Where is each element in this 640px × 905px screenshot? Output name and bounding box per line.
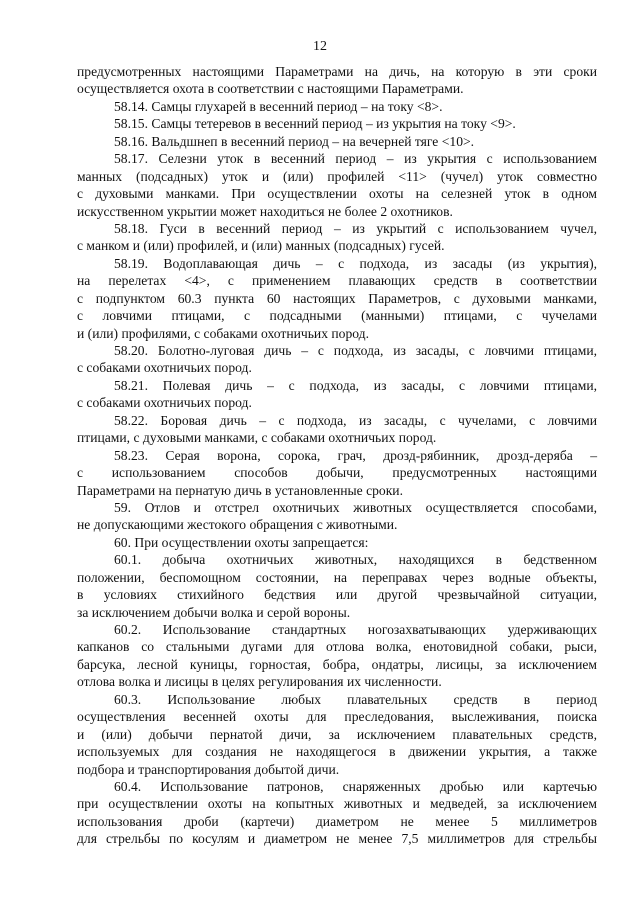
text-line: и (или) добычи пернатой дичи, за исключением плавательных средств, bbox=[77, 726, 597, 742]
text-line: с духовыми манками. При осуществлении охоты на селезней уток в одном bbox=[77, 186, 597, 202]
text-line: 60. При осуществлении охоты запрещается: bbox=[114, 534, 369, 550]
text-line: 58.20. Болотно-луговая дичь – с подхода, из засады, с ловчими птицами, bbox=[114, 343, 597, 358]
text-line: за исключением добычи волка и серой вороны. bbox=[77, 604, 351, 620]
text-line: с ловчими птицами, с подсадными (манными) птицами, с чучелами bbox=[77, 308, 597, 324]
text-line: в условиях стихийного бедствия или другой чрезвычайной ситуации, bbox=[77, 587, 597, 603]
text-line: и (или) профилями, с собаками охотничьих пород. bbox=[77, 325, 369, 341]
text-line: 58.22. Боровая дичь – с подхода, из засады, с чучелами, с ловчими bbox=[114, 412, 597, 428]
text-line: подбора и транспортирования добытой дичи. bbox=[77, 761, 340, 777]
text-line: осуществляется охота в соответствии с настоящими Параметрами. bbox=[77, 81, 464, 97]
text-line: искусственном укрытии может находиться не более 2 охотников. bbox=[77, 203, 453, 219]
text-line: 58.21. Полевая дичь – с подхода, из засады, с ловчими птицами, bbox=[114, 377, 597, 393]
text-line: 58.16. Вальдшнеп в весенний период – на вечерней тяге <10>. bbox=[114, 133, 475, 149]
text-line: на перелетах <4>, с применением плавающих средств в соответствии bbox=[77, 273, 597, 289]
text-line: 58.18. Гуси в весенний период – из укрытий с использованием чучел, bbox=[114, 220, 597, 236]
text-line: не допускающими жестокого обращения с животными. bbox=[77, 517, 398, 533]
text-line: 58.14. Самцы глухарей в весенний период – на току <8>. bbox=[114, 98, 443, 114]
text-line: 60.3. Использование любых плавательных средств в период bbox=[114, 691, 597, 707]
text-line: при осуществлении охоты на копытных животных и медведей, за исключением bbox=[77, 796, 597, 812]
text-line: для стрельбы по косулям и диаметром не менее 7,5 миллиметров для стрельбы bbox=[77, 831, 597, 847]
text-line: 58.23. Серая ворона, сорока, грач, дрозд-рябинник, дрозд-деряба – bbox=[114, 447, 597, 463]
text-line: использования дроби (картечи) диаметром не менее 5 миллиметров bbox=[77, 813, 597, 829]
text-line: капканов со стальными дугами для отлова волка, енотовидной собаки, рыси, bbox=[77, 639, 597, 655]
text-line: 60.4. Использование патронов, снаряженных дробью или картечью bbox=[114, 778, 597, 794]
text-line: положении, беспомощном состоянии, на переправах через водные объекты, bbox=[77, 569, 597, 585]
text-line: с использованием способов добычи, предусмотренных настоящими bbox=[77, 465, 597, 481]
text-line: с собаками охотничьих пород. bbox=[77, 395, 252, 411]
text-line: 58.19. Водоплавающая дичь – с подхода, из засады (из укрытия), bbox=[114, 255, 597, 271]
text-line: 60.2. Использование стандартных ногозахватывающих удерживающих bbox=[114, 622, 597, 637]
text-line: 60.1. добыча охотничьих животных, находящихся в бедственном bbox=[114, 552, 597, 568]
text-line: используемых для создания не находящегося в движении укрытия, а также bbox=[77, 744, 597, 760]
text-line: 58.17. Селезни уток в весенний период – из укрытия с использованием bbox=[114, 151, 597, 167]
text-line: 58.15. Самцы тетеревов в весенний период – из укрытия на току <9>. bbox=[114, 116, 516, 132]
text-line: осуществления весенней охоты для преследования, выслеживания, поиска bbox=[77, 709, 597, 725]
text-line: с подпунктом 60.3 пункта 60 настоящих Параметров, с духовыми манками, bbox=[77, 290, 597, 306]
text-line: предусмотренных настоящими Параметрами на дичь, на которую в эти сроки bbox=[77, 64, 597, 79]
text-line: манных (подсадных) уток и (или) профилей <11> (чучел) уток совместно bbox=[77, 168, 597, 184]
page-number: 12 bbox=[313, 39, 327, 54]
document-body bbox=[77, 63, 597, 848]
text-line: отлова волка и лисицы в целях регулирования их численности. bbox=[77, 674, 442, 690]
text-line: с манком и (или) профилей, и (или) манных (подсадных) гусей. bbox=[77, 238, 445, 254]
text-line: птицами, с духовыми манками, с собаками охотничьих пород. bbox=[77, 430, 437, 446]
text-line: 59. Отлов и отстрел охотничьих животных осуществляется способами, bbox=[114, 499, 597, 515]
text-line: Параметрами на пернатую дичь в установленные сроки. bbox=[77, 482, 403, 498]
text-line: с собаками охотничьих пород. bbox=[77, 360, 252, 376]
text-line: барсука, лесной куницы, горностая, бобра, ондатры, лисицы, за исключением bbox=[77, 656, 597, 672]
